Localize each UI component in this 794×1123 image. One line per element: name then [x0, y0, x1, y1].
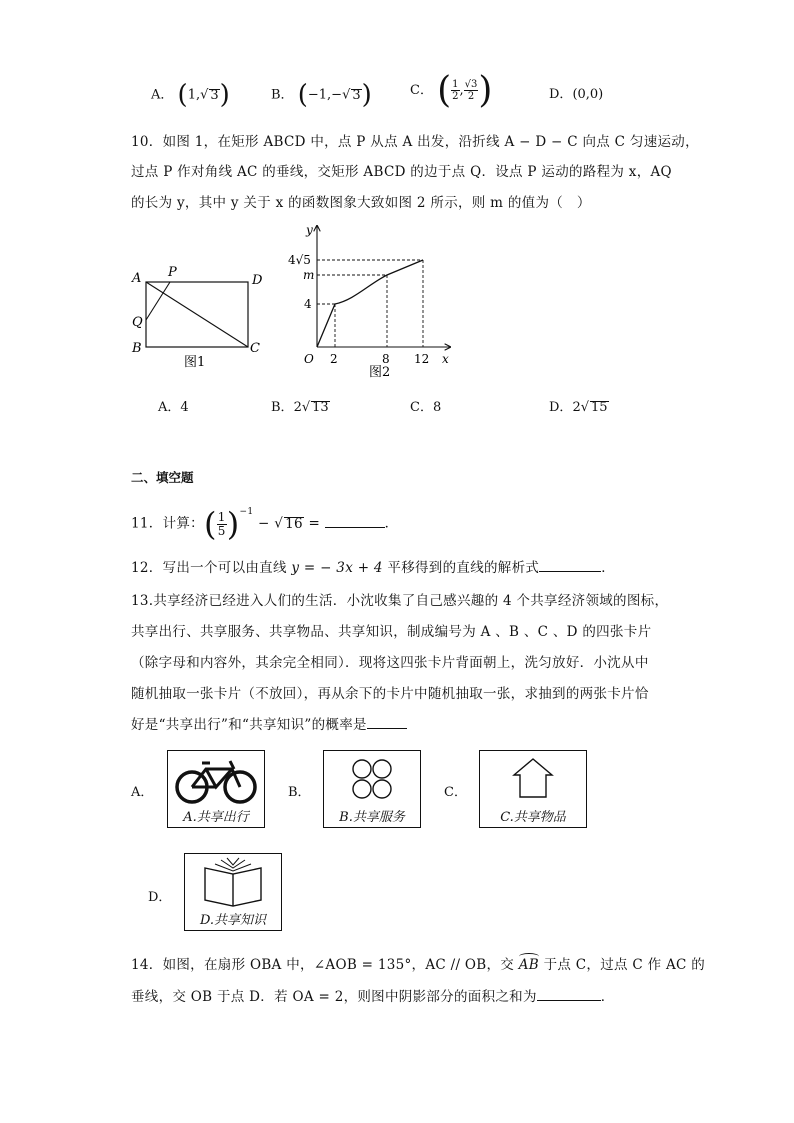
q13-answer-blank[interactable] — [367, 728, 407, 729]
q10-line-2: 过点 P 作对角线 AC 的垂线，交矩形 ABCD 的边于点 Q．设点 P 运动的路程为 x，AQ — [131, 164, 672, 180]
label-q: Q — [132, 315, 143, 330]
q13-line-5: 好是“共享出行”和“共享知识”的概率是 — [131, 713, 407, 733]
tick-4: 4 — [304, 297, 312, 311]
q13-line-4: 随机抽取一张卡片（不放回），再从余下的卡片中随机抽取一张，求抽到的两张卡片恰 — [131, 686, 649, 702]
figure-1-rectangle — [128, 262, 268, 374]
section-title-fill-in: 二、填空题 — [131, 471, 194, 485]
card-d-caption: D.共享知识 — [199, 913, 267, 928]
tick-4root5: 4√5 — [288, 253, 311, 267]
bicycle-icon — [168, 751, 264, 809]
x-axis-label: x — [442, 352, 449, 366]
tick-12: 12 — [414, 352, 430, 366]
label-p: P — [168, 265, 177, 280]
q10-line-1: 10．如图 1，在矩形 ABCD 中，点 P 从点 A 出发，沿折线 A − D − C 向点 C 匀速运动， — [131, 134, 699, 150]
label-c: C — [250, 341, 260, 356]
q10-option-c: C．8 — [410, 400, 442, 415]
q14-line-2: 垂线，交 OB 于点 D．若 OA = 2，则图中阴影部分的面积之和为 ． — [131, 989, 615, 1005]
card-a — [167, 750, 265, 828]
q10-option-b: B．2√ 13 — [271, 400, 329, 415]
q13-line-2: 共享出行、共享服务、共享物品、共享知识，制成编号为 A 、B 、C 、D 的四张卡片 — [131, 624, 652, 640]
shirt-icon — [480, 751, 586, 809]
figure-2-graph — [284, 222, 456, 380]
q13-line-1: 13.共享经济已经进入人们的生活．小沈收集了自己感兴趣的 4 个共享经济领域的图标， — [131, 593, 669, 609]
q10-option-a: A．4 — [158, 400, 189, 415]
q12-answer-blank[interactable] — [539, 571, 601, 572]
tick-8: 8 — [382, 352, 390, 366]
card-a-caption: A.共享出行 — [183, 810, 249, 825]
figure-2-caption: 图2 — [369, 365, 391, 380]
q9-option-b: B． (−1,−√ 3) — [271, 80, 372, 110]
card-b-label: B． — [288, 785, 311, 800]
card-c — [479, 750, 587, 828]
book-icon — [185, 854, 281, 912]
card-d — [184, 853, 282, 931]
card-c-caption: C.共享物品 — [500, 810, 566, 825]
q14-answer-blank[interactable] — [537, 1000, 601, 1001]
q10-line-3: 的长为 y，其中 y 关于 x 的函数图象大致如图 2 所示，则 m 的值为（ ） — [131, 195, 591, 211]
q10-option-d: D．2√ 15 — [549, 400, 608, 415]
figure-1-caption: 图1 — [184, 355, 206, 370]
card-d-label: D． — [148, 890, 172, 905]
clover-icon — [324, 751, 420, 809]
segment-pq — [146, 282, 170, 320]
origin-label: O — [304, 352, 314, 366]
card-a-label: A． — [131, 785, 154, 800]
arc-ab: AB — [519, 957, 539, 973]
q13-line-3: （除字母和内容外，其余完全相同）．现将这四张卡片背面朝上，洗匀放好．小沈从中 — [131, 655, 649, 671]
diagonal-ac — [146, 282, 248, 347]
q11-question: 11．计算：( $\frac{1}{5}$ )$^{-1}$ − √ 16 = ． — [131, 505, 399, 543]
tick-2: 2 — [330, 352, 338, 366]
tick-m: m — [303, 268, 315, 282]
q9-option-a: A． (1,√ 3) — [151, 80, 230, 110]
q9-option-d: D．(0,0) — [549, 87, 604, 102]
y-axis-label: y — [306, 223, 313, 237]
label-b: B — [132, 341, 142, 356]
label-a: A — [132, 271, 142, 286]
label-d: D — [252, 273, 263, 288]
function-curve — [317, 260, 423, 347]
q9-option-c: C． ( $\frac{1}{2}$ , $\frac{√3}{2}$ ) — [410, 70, 493, 111]
card-b-caption: B.共享服务 — [339, 810, 405, 825]
card-c-label: C． — [444, 785, 467, 800]
q11-answer-blank[interactable] — [325, 527, 385, 528]
q14-line-1: 14．如图，在扇形 OBA 中，∠AOB = 135°，AC // OB，交 AB 于点 C，过点 C 作 AC 的 — [131, 953, 705, 973]
card-b — [323, 750, 421, 828]
q12-question: 12．写出一个可以由直线 y = − 3x + 4 平移得到的直线的解析式 ． — [131, 560, 616, 576]
